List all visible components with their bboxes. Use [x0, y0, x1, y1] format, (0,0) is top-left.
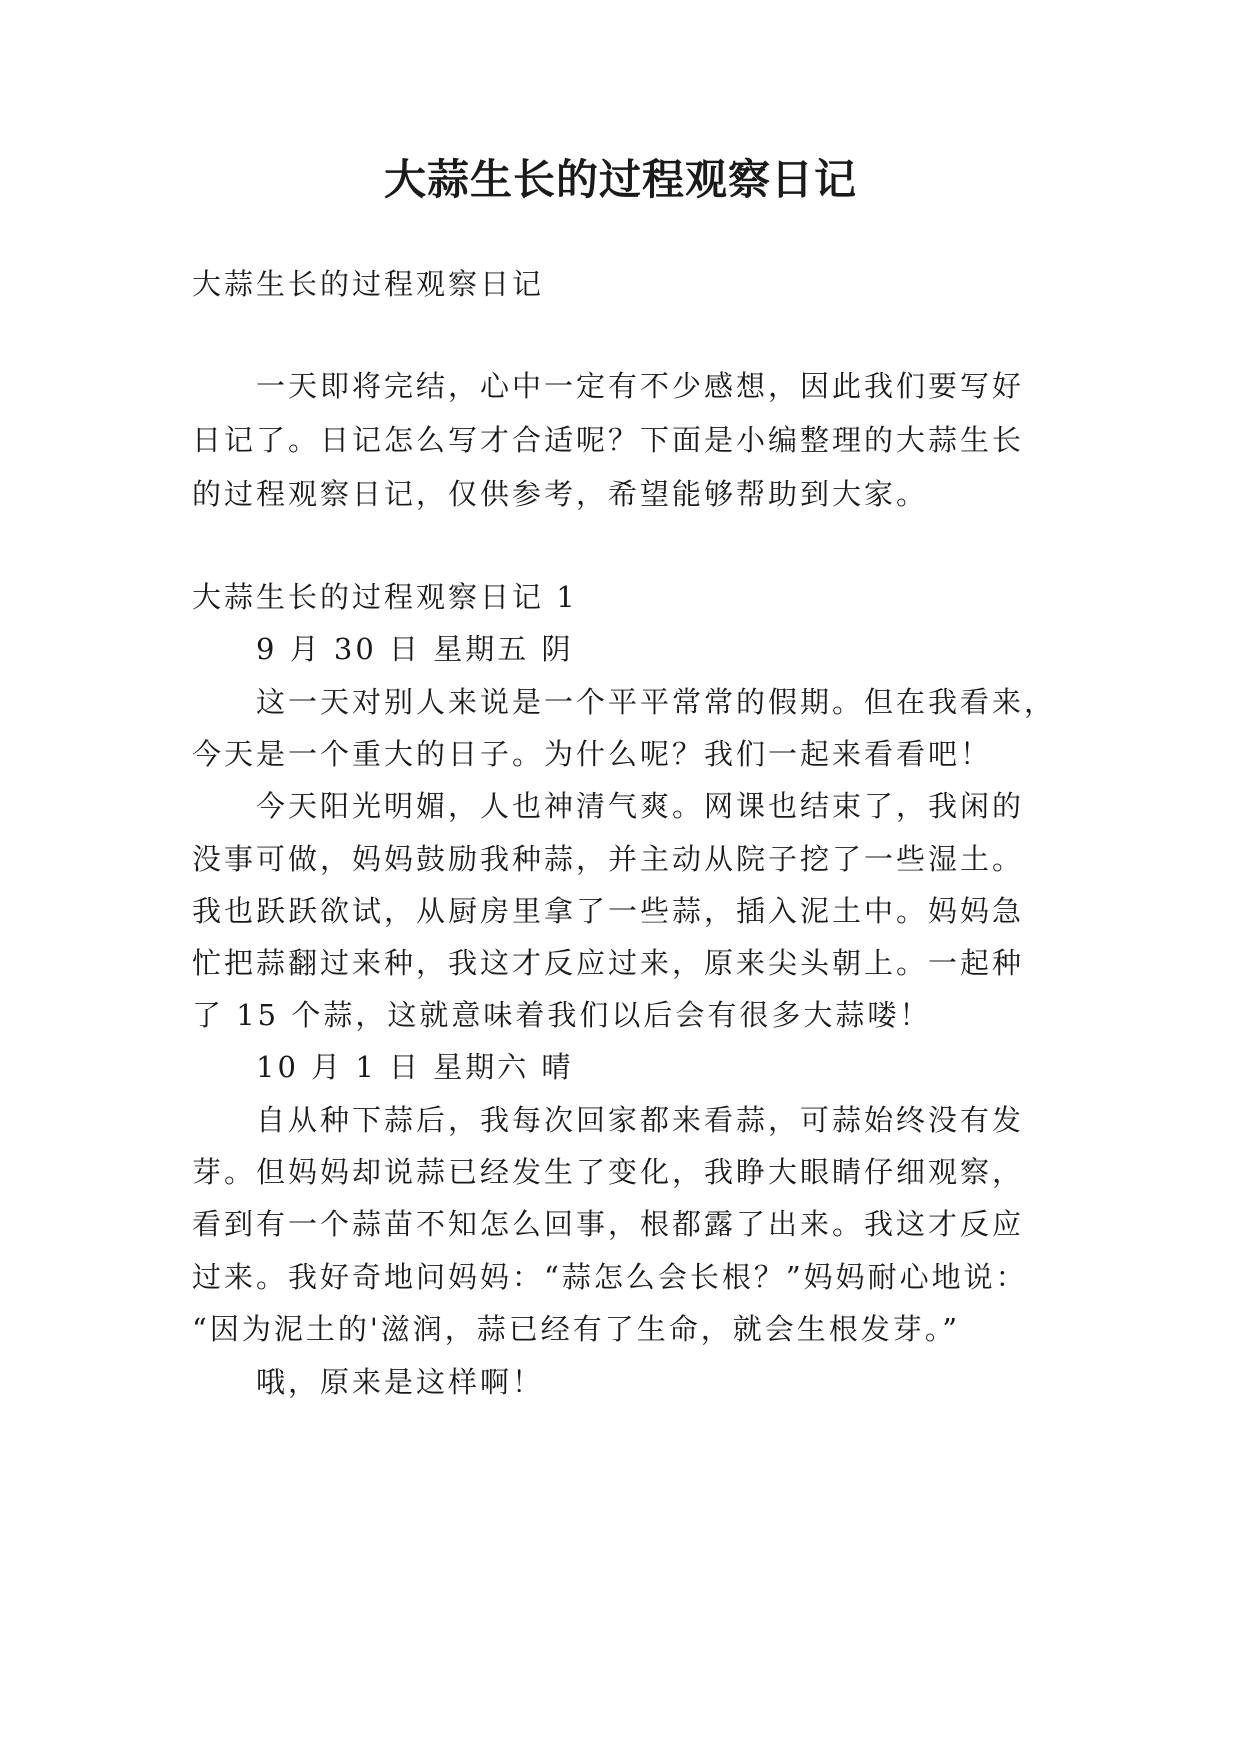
entry-line: 没事可做，妈妈鼓励我种蒜，并主动从院子挖了一些湿土。	[192, 842, 1025, 876]
entry-line: 芽。但妈妈却说蒜已经发生了变化，我睁大眼睛仔细观察，	[192, 1155, 1025, 1189]
entry-line: 今天阳光明媚，人也神清气爽。网课也结束了，我闲的	[256, 789, 1025, 823]
entry-line: 过来。我好奇地问妈妈：“蒜怎么会长根？”妈妈耐心地说：	[192, 1260, 1028, 1294]
entry-line: 忙把蒜翻过来种，我这才反应过来，原来尖头朝上。一起种	[192, 946, 1025, 980]
document-subtitle: 大蒜生长的过程观察日记	[192, 267, 545, 301]
intro-line: 一天即将完结，心中一定有不少感想，因此我们要写好	[256, 369, 1025, 403]
entry-line: 了 15 个蒜，这就意味着我们以后会有很多大蒜喽！	[192, 998, 932, 1032]
entry-line: 今天是一个重大的日子。为什么呢？我们一起来看看吧！	[192, 737, 993, 771]
entry-line: 这一天对别人来说是一个平平常常的假期。但在我看来，	[256, 685, 1057, 719]
entry-line: 哦，原来是这样啊！	[256, 1365, 545, 1399]
entry-date: 9 月 30 日 星期五 阴	[256, 632, 574, 666]
intro-line: 日记了。日记怎么写才合适呢？下面是小编整理的大蒜生长	[192, 423, 1025, 457]
section-heading: 大蒜生长的过程观察日记 1	[192, 580, 578, 614]
document-title: 大蒜生长的过程观察日记	[383, 155, 857, 204]
entry-date: 10 月 1 日 星期六 晴	[256, 1050, 574, 1084]
entry-line: 我也跃跃欲试，从厨房里拿了一些蒜，插入泥土中。妈妈急	[192, 894, 1025, 928]
entry-line: “因为泥土的'滋润，蒜已经有了生命，就会生根发芽。”	[192, 1312, 961, 1346]
entry-line: 自从种下蒜后，我每次回家都来看蒜，可蒜始终没有发	[256, 1103, 1025, 1137]
entry-line: 看到有一个蒜苗不知怎么回事，根都露了出来。我这才反应	[192, 1207, 1025, 1241]
intro-line: 的过程观察日记，仅供参考，希望能够帮助到大家。	[192, 477, 929, 511]
